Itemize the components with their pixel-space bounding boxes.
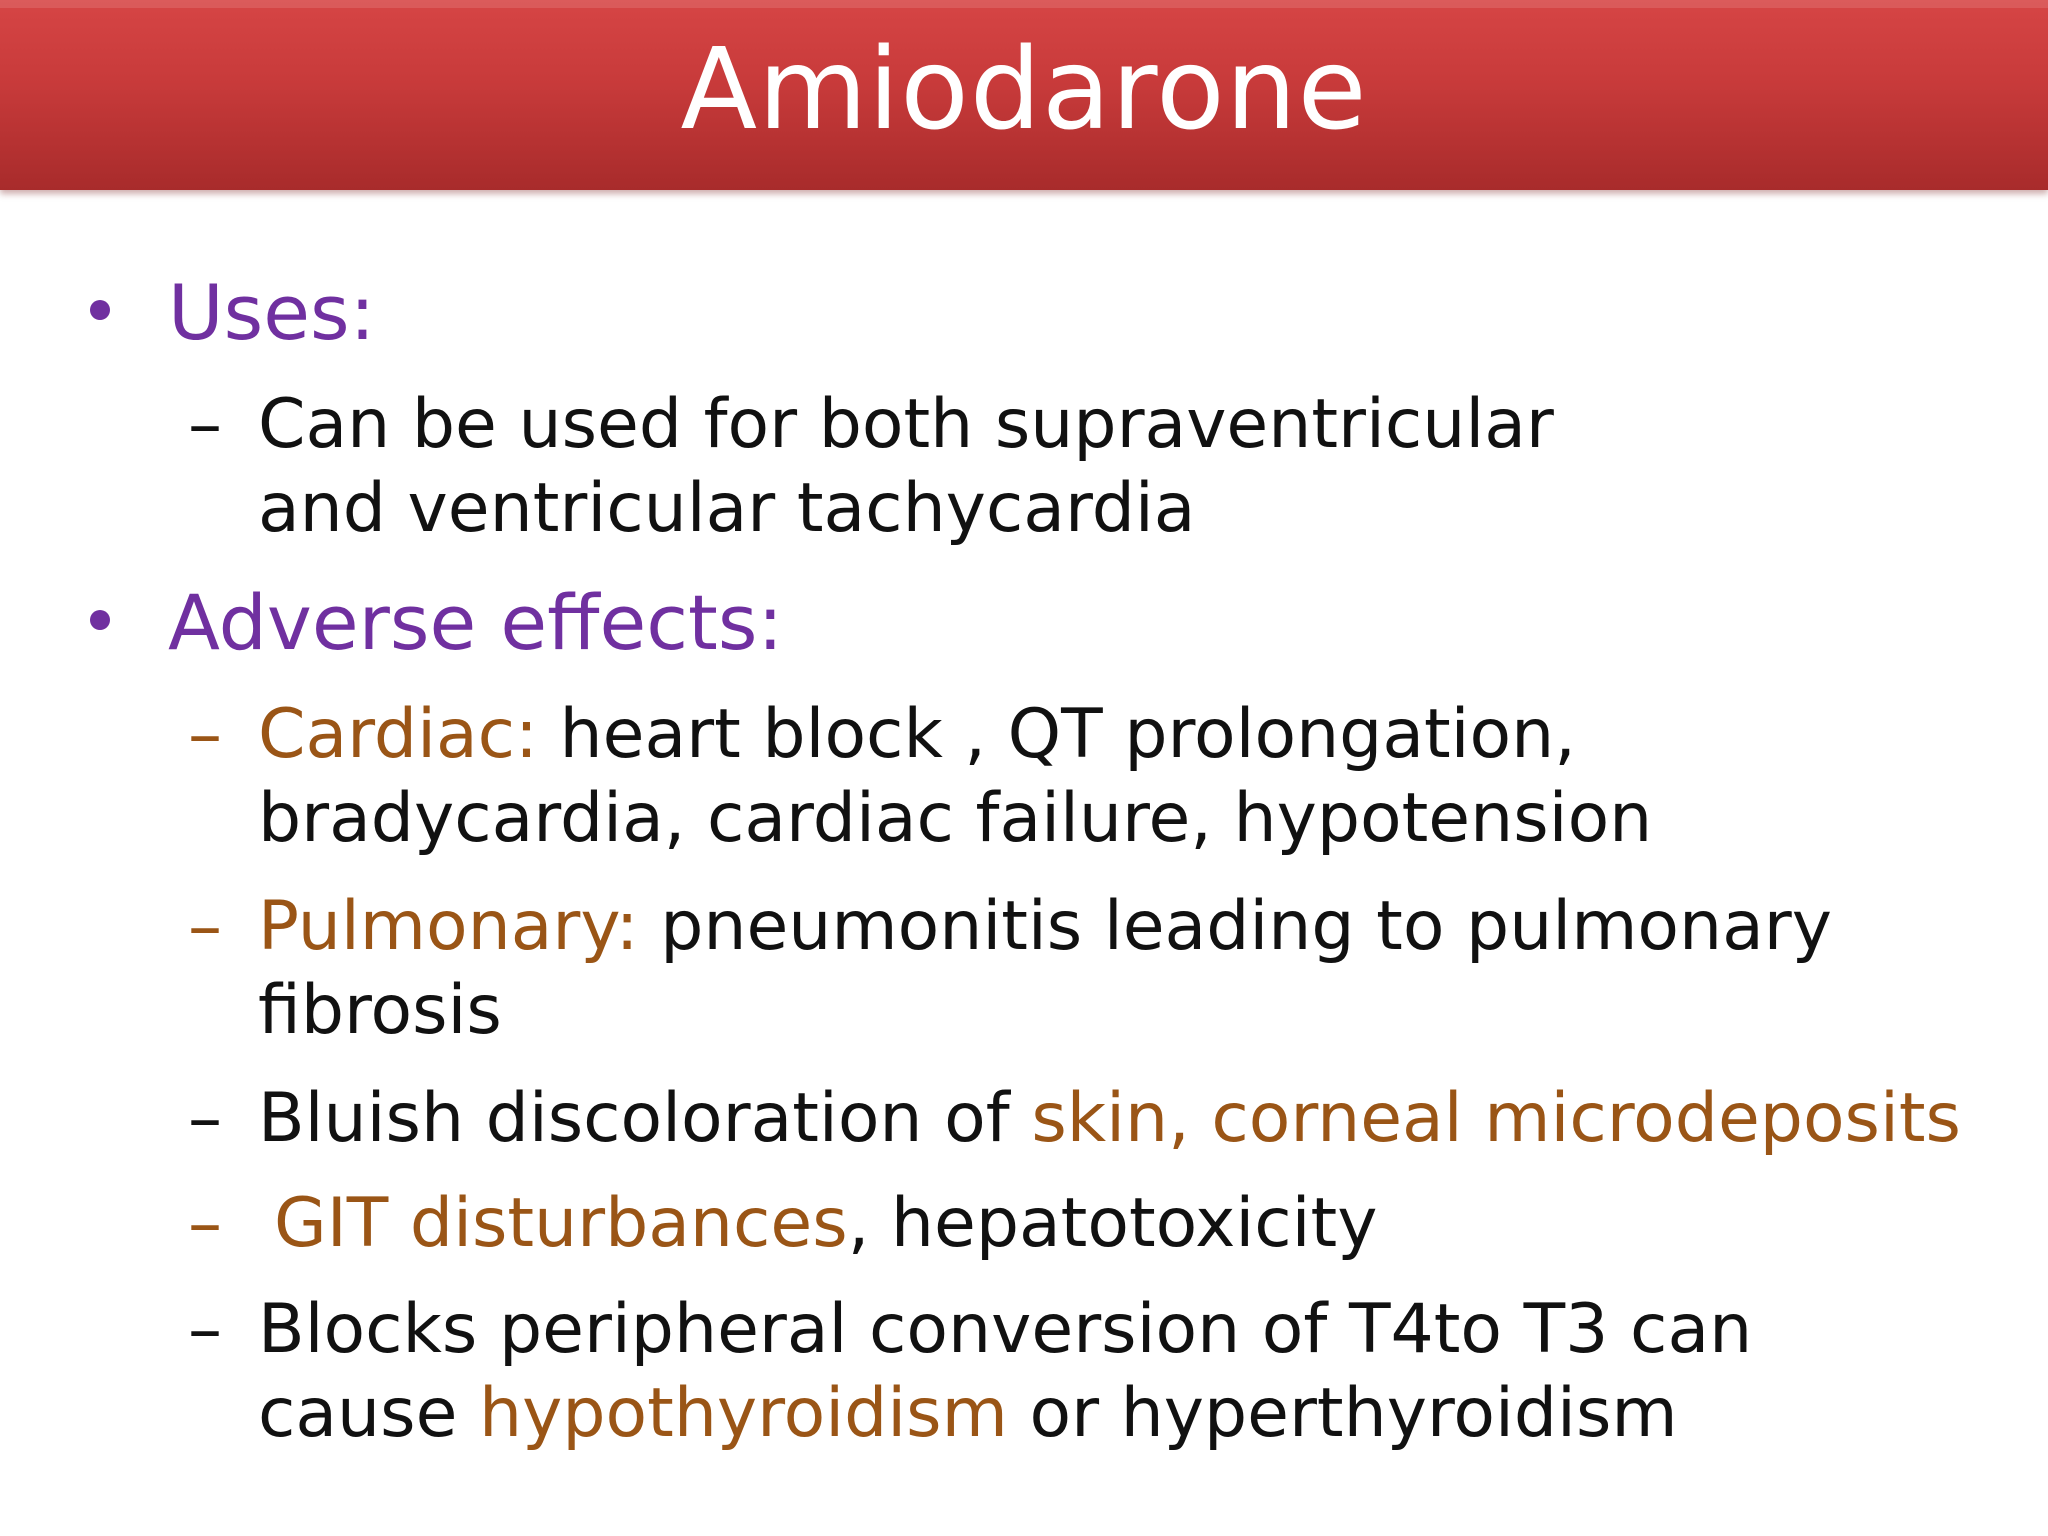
dash-icon: – (188, 1079, 222, 1158)
skin-line (258, 1077, 1988, 1161)
pulmonary-text: pneumonitis leading to pulmonary fibrosis (258, 887, 1832, 1050)
git-highlight: GIT disturbances (274, 1184, 848, 1263)
thyroid-highlight: hypothyroidism (479, 1374, 1008, 1453)
cardiac-text: heart block , QT prolongation, bradycardia, cardiac failure, hypotension (258, 695, 1653, 858)
adverse-heading: Adverse effects: (168, 578, 784, 667)
thyroid-line (258, 1288, 1958, 1456)
bullet-uses (90, 268, 375, 358)
skin-highlight: skin, corneal microdeposits (1031, 1079, 1961, 1158)
pulmonary-line (258, 885, 1838, 1053)
cardiac-label: Cardiac: (258, 695, 538, 774)
bullet-adverse (90, 578, 783, 668)
cardiac-line (258, 693, 1998, 861)
uses-item-text: Can be used for both supraventricular and ventricular tachycardia (258, 385, 1554, 548)
uses-heading: Uses: (168, 268, 376, 357)
skin-text: Bluish discoloration of (258, 1079, 1032, 1158)
git-text: , hepatotoxicity (847, 1184, 1378, 1263)
adverse-cardiac (188, 693, 1988, 861)
dash-icon: – (188, 887, 222, 966)
slide-title: Amiodarone (680, 25, 1368, 155)
uses-item (188, 383, 1988, 551)
dash-icon: – (188, 1290, 222, 1369)
git-line (274, 1182, 1988, 1266)
adverse-git (188, 1182, 1988, 1266)
adverse-thyroid (188, 1288, 1988, 1456)
dash-icon: – (188, 695, 222, 774)
adverse-pulmonary (188, 885, 1988, 1053)
dash-icon: – (188, 1184, 222, 1263)
dash-icon: – (188, 385, 222, 464)
thyroid-text: Blocks peripheral conversion of T4to T3 can cause (258, 1290, 1753, 1453)
adverse-skin (188, 1077, 1988, 1161)
bullet-dot-icon (90, 300, 110, 320)
thyroid-text2: or hyperthyroidism (1007, 1374, 1678, 1453)
bullet-dot-icon (90, 610, 110, 630)
pulmonary-label: Pulmonary: (258, 887, 639, 966)
